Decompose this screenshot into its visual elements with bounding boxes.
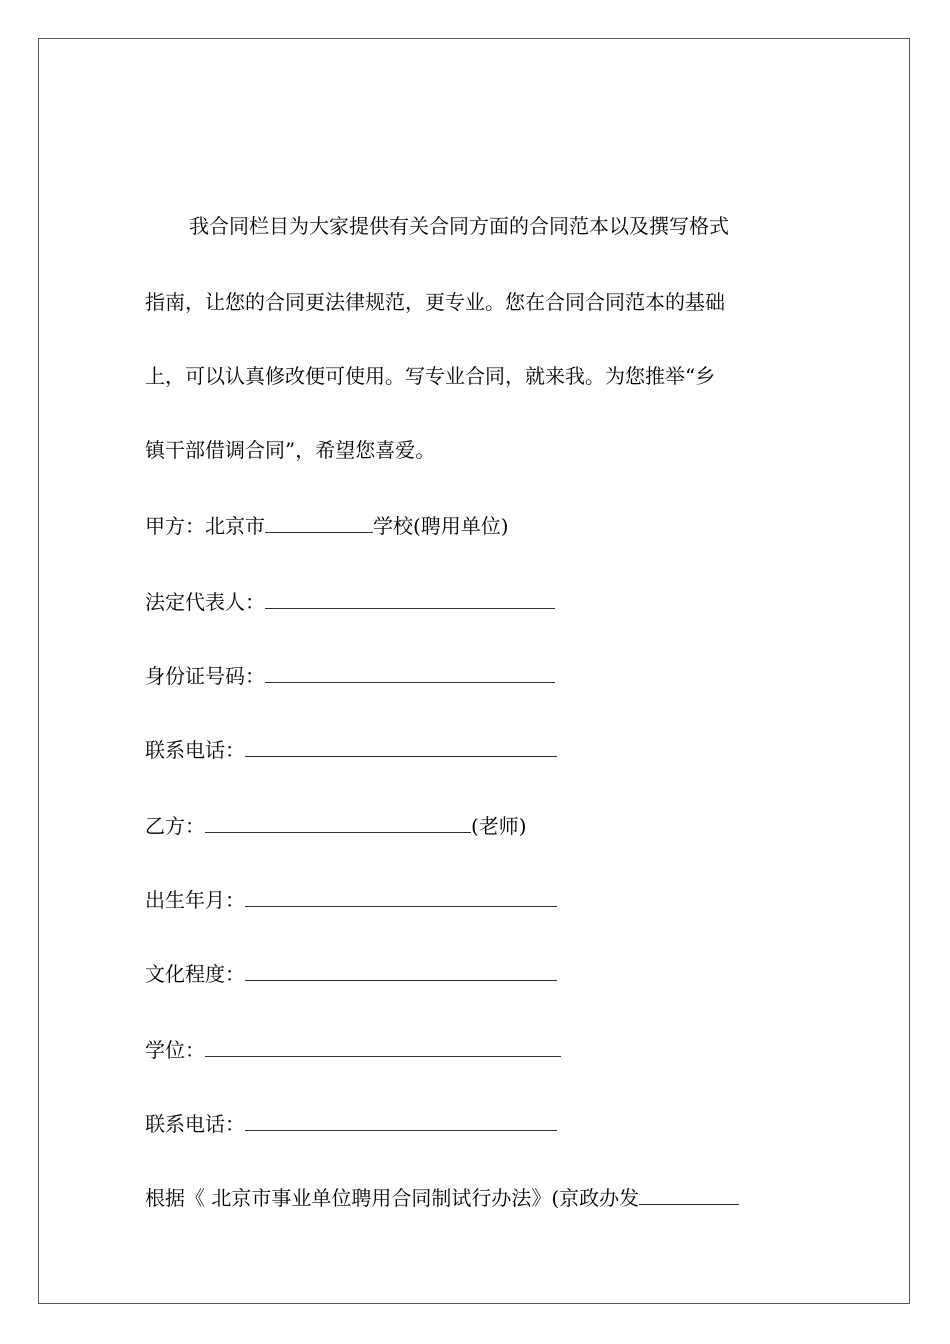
basis-row — [145, 1186, 739, 1210]
phone-a-label: 联系电话： — [145, 738, 245, 762]
party-a-row — [145, 514, 509, 538]
phone-b-label: 联系电话： — [145, 1112, 245, 1136]
intro-line-1: 我合同栏目为大家提供有关合同方面的合同范本以及撰写格式 — [189, 214, 729, 238]
phone-b-blank — [245, 1112, 557, 1131]
degree-row — [145, 1038, 561, 1062]
party-b-suffix: (老师) — [471, 814, 527, 838]
education-label: 文化程度： — [145, 962, 245, 986]
phone-a-blank — [245, 738, 557, 757]
birth-row — [145, 888, 557, 912]
party-a-prefix: 甲方：北京市 — [145, 514, 265, 538]
legal-rep-row — [145, 590, 555, 614]
birth-label: 出生年月： — [145, 888, 245, 912]
phone-b-row — [145, 1112, 557, 1136]
id-number-label: 身份证号码： — [145, 664, 265, 688]
party-b-row — [145, 814, 527, 838]
id-number-blank — [265, 664, 555, 683]
birth-blank — [245, 888, 557, 907]
party-a-suffix: 学校(聘用单位) — [373, 514, 509, 538]
phone-a-row — [145, 738, 557, 762]
degree-label: 学位： — [145, 1038, 205, 1062]
intro-line-2: 指南，让您的合同更法律规范，更专业。您在合同合同范本的基础 — [145, 290, 725, 314]
school-name-blank — [265, 514, 373, 533]
education-row — [145, 962, 557, 986]
teacher-name-blank — [205, 814, 471, 833]
education-blank — [245, 962, 557, 981]
degree-blank — [205, 1038, 561, 1057]
legal-rep-blank — [265, 590, 555, 609]
intro-line-3: 上，可以认真修改便可使用。写专业合同，就来我。为您推举“乡 — [145, 364, 716, 388]
doc-number-blank — [639, 1186, 739, 1205]
id-number-row — [145, 664, 555, 688]
basis-text: 根据《 北京市事业单位聘用合同制试行办法》(京政办发 — [145, 1186, 640, 1210]
party-b-prefix: 乙方： — [145, 814, 205, 838]
legal-rep-label: 法定代表人： — [145, 590, 265, 614]
intro-line-4: 镇干部借调合同”，希望您喜爱。 — [145, 438, 436, 462]
